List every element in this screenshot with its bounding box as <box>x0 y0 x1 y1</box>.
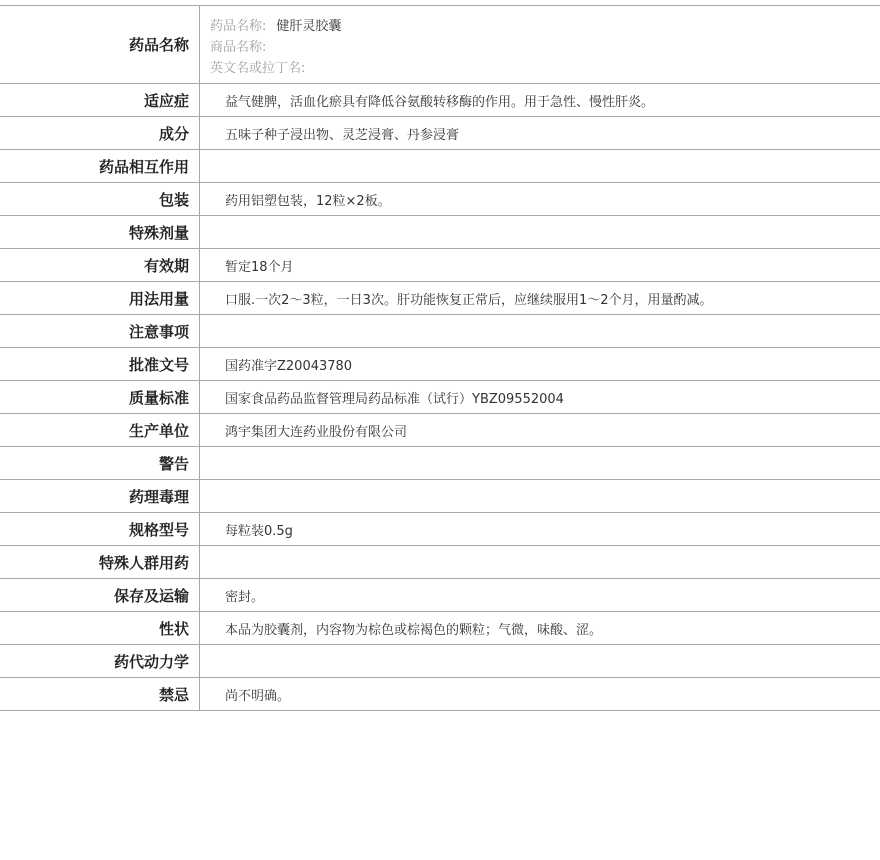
row-label: 质量标准 <box>0 381 200 413</box>
row-value: 鸿宇集团大连药业股份有限公司 <box>225 424 408 440</box>
name-key: 药品名称: <box>210 19 267 34</box>
row-value: 益气健脾，活血化瘀具有降低谷氨酸转移酶的作用。用于急性、慢性肝炎。 <box>225 94 655 110</box>
row-label: 包装 <box>0 183 200 215</box>
table-row <box>0 249 880 282</box>
row-label: 特殊剂量 <box>0 216 200 248</box>
table-row <box>0 381 880 414</box>
row-value <box>200 315 880 347</box>
row-label: 批准文号 <box>0 348 200 380</box>
row-label: 禁忌 <box>0 678 200 710</box>
row-value <box>200 645 880 677</box>
drug-name-block <box>200 6 880 83</box>
row-value <box>200 447 880 479</box>
row-label: 特殊人群用药 <box>0 546 200 578</box>
row-label: 药品名称 <box>0 6 200 83</box>
latin-name-line <box>210 58 880 79</box>
row-label: 用法用量 <box>0 282 200 314</box>
drug-name-row <box>0 6 880 84</box>
trade-name-line <box>210 37 880 58</box>
row-value <box>200 150 880 182</box>
table-row <box>0 348 880 381</box>
row-label: 规格型号 <box>0 513 200 545</box>
row-label: 保存及运输 <box>0 579 200 611</box>
table-row <box>0 414 880 447</box>
table-row <box>0 150 880 183</box>
row-value: 本品为胶囊剂，内容物为棕色或棕褐色的颗粒；气微，味酸、涩。 <box>225 622 603 638</box>
row-value: 口服.一次2～3粒，一日3次。肝功能恢复正常后，应继续服用1～2个月，用量酌减。 <box>225 292 713 308</box>
row-value: 暂定18个月 <box>225 259 294 275</box>
row-label: 有效期 <box>0 249 200 281</box>
drug-info-table <box>0 5 880 711</box>
table-row <box>0 447 880 480</box>
table-row <box>0 579 880 612</box>
table-row <box>0 216 880 249</box>
name-key: 英文名或拉丁名: <box>210 61 306 76</box>
table-row <box>0 612 880 645</box>
row-value: 国药准字Z20043780 <box>225 358 353 374</box>
row-label: 适应症 <box>0 84 200 116</box>
row-label: 注意事项 <box>0 315 200 347</box>
name-value: 健肝灵胶囊 <box>276 19 342 34</box>
row-value: 尚不明确。 <box>225 688 291 704</box>
generic-name-line <box>210 16 880 37</box>
row-value: 每粒装0.5g <box>225 523 293 539</box>
table-row <box>0 282 880 315</box>
row-value: 国家食品药品监督管理局药品标准（试行）YBZ09552004 <box>225 391 564 407</box>
row-label: 药代动力学 <box>0 645 200 677</box>
row-value <box>200 480 880 512</box>
row-value: 药用铝塑包装，12粒×2板。 <box>225 193 391 209</box>
row-label: 性状 <box>0 612 200 644</box>
row-label: 成分 <box>0 117 200 149</box>
table-row <box>0 480 880 513</box>
row-value: 五味子种子浸出物、灵芝浸膏、丹参浸膏 <box>225 127 460 143</box>
row-value <box>200 216 880 248</box>
row-label: 药品相互作用 <box>0 150 200 182</box>
row-label: 生产单位 <box>0 414 200 446</box>
table-row <box>0 513 880 546</box>
name-key: 商品名称: <box>210 40 267 55</box>
table-row <box>0 678 880 711</box>
table-row <box>0 183 880 216</box>
row-label: 药理毒理 <box>0 480 200 512</box>
table-row <box>0 84 880 117</box>
table-row <box>0 645 880 678</box>
row-value: 密封。 <box>225 589 265 605</box>
row-label: 警告 <box>0 447 200 479</box>
table-row <box>0 117 880 150</box>
table-row <box>0 315 880 348</box>
row-value <box>200 546 880 578</box>
table-body <box>0 84 880 711</box>
table-row <box>0 546 880 579</box>
